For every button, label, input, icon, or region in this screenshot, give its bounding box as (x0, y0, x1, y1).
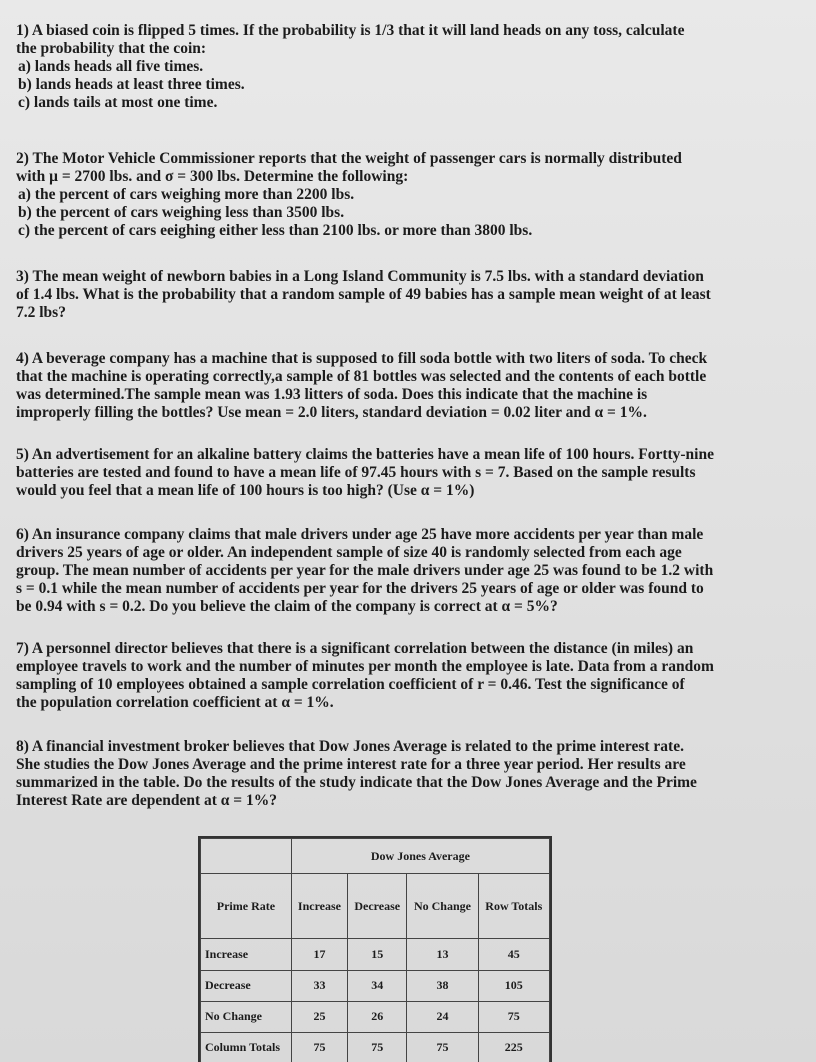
table-row (201, 1001, 550, 1032)
table-cell: 13 (407, 939, 478, 970)
problem-line: 1) A biased coin is flipped 5 times. If the probability is 1/3 that it will land heads on any toss, calculate (16, 22, 685, 39)
problem-line: 3) The mean weight of newborn babies in a Long Island Community is 7.5 lbs. with a standard deviation (16, 268, 704, 285)
table-cell: 75 (407, 1032, 478, 1062)
problem-line: Interest Rate are dependent at α = 1%? (16, 792, 278, 809)
table-cell: 33 (291, 970, 347, 1001)
table-corner-blank (201, 839, 292, 874)
table-cell: 26 (348, 1001, 407, 1032)
problem-line: with μ = 2700 lbs. and σ = 300 lbs. Determine the following: (16, 168, 409, 185)
problem-subpart: b) lands heads at least three times. (18, 76, 245, 93)
problem-subpart: c) the percent of cars eeighing either less than 2100 lbs. or more than 3800 lbs. (18, 222, 533, 239)
problem-subpart: a) the percent of cars weighing more than 2200 lbs. (18, 186, 355, 203)
table-cell: 25 (291, 1001, 347, 1032)
table-cell: 24 (407, 1001, 478, 1032)
problem-line: drivers 25 years of age or older. An independent sample of size 40 is randomly selected from each age (16, 544, 682, 561)
table-column-header: Decrease (348, 874, 407, 939)
problem-line: 4) A beverage company has a machine that is supposed to fill soda bottle with two liters of soda. To check (16, 350, 708, 367)
problem-7 (16, 640, 786, 712)
problem-line: 8) A financial investment broker believes that Dow Jones Average is related to the prime interest rate. (16, 738, 684, 755)
problem-line: the probability that the coin: (16, 40, 207, 57)
problem-3 (16, 268, 786, 322)
table-cell: 75 (291, 1032, 347, 1062)
problem-line: sampling of 10 employees obtained a sample correlation coefficient of r = 0.46. Test the significance of (16, 676, 685, 693)
table-column-header: No Change (407, 874, 478, 939)
problem-line: group. The mean number of accidents per year for the male drivers under age 25 was found to be 1.2 with (16, 562, 714, 579)
problem-line: 5) An advertisement for an alkaline battery claims the batteries have a mean life of 100 hours. Fortty-nine (16, 446, 714, 463)
problem-line: that the machine is operating correctly,a sample of 81 bottles was selected and the contents of each bottle (16, 368, 707, 385)
problem-line: summarized in the table. Do the results of the study indicate that the Dow Jones Average and the Prime (16, 774, 697, 791)
problem-line: 7) A personnel director believes that there is a significant correlation between the distance (in miles) an (16, 640, 694, 657)
problem-subpart: c) lands tails at most one time. (18, 94, 218, 111)
table-row (201, 939, 550, 970)
table-cell: 75 (348, 1032, 407, 1062)
problem-line: She studies the Dow Jones Average and the prime interest rate for a three year period. Her results are (16, 756, 686, 773)
table-corner-label: Prime Rate (201, 874, 292, 939)
table-cell: 105 (478, 970, 549, 1001)
table-caption: Dow Jones Average (291, 839, 549, 874)
table-row-label: Increase (201, 939, 292, 970)
problem-2 (16, 150, 786, 240)
problem-line: of 1.4 lbs. What is the probability that a random sample of 49 babies has a sample mean weight of at least (16, 286, 711, 303)
problem-8 (16, 738, 786, 810)
problem-subpart: a) lands heads all five times. (18, 58, 204, 75)
table-row-label: No Change (201, 1001, 292, 1032)
table-cell: 17 (291, 939, 347, 970)
problem-subpart: b) the percent of cars weighing less than 3500 lbs. (18, 204, 345, 221)
table-cell: 75 (478, 1001, 549, 1032)
problem-4 (16, 350, 786, 422)
table-row (201, 970, 550, 1001)
table-cell: 45 (478, 939, 549, 970)
problem-line: 6) An insurance company claims that male drivers under age 25 have more accidents per year than male (16, 526, 704, 543)
table-cell: 38 (407, 970, 478, 1001)
table-row (201, 1032, 550, 1062)
table-cell: 15 (348, 939, 407, 970)
problem-line: batteries are tested and found to have a mean life of 97.45 hours with s = 7. Based on the sample results (16, 464, 696, 481)
problem-6 (16, 526, 786, 616)
contingency-table (198, 836, 552, 1062)
table-column-header: Row Totals (478, 874, 549, 939)
table-cell: 34 (348, 970, 407, 1001)
problem-line: was determined.The sample mean was 1.93 litters of soda. Does this indicate that the machine is (16, 386, 648, 403)
problem-1 (16, 22, 786, 112)
table-row-label: Decrease (201, 970, 292, 1001)
problem-line: the population correlation coefficient at α = 1%. (16, 694, 334, 711)
problem-line: employee travels to work and the number of minutes per month the employee is late. Data from a random (16, 658, 714, 675)
problem-5 (16, 446, 786, 500)
problem-line: be 0.94 with s = 0.2. Do you believe the claim of the company is correct at α = 5%? (16, 598, 558, 615)
table-row-label: Column Totals (201, 1032, 292, 1062)
problem-line: 7.2 lbs? (16, 304, 66, 321)
table-column-header: Increase (291, 874, 347, 939)
problem-line: improperly filling the bottles? Use mean = 2.0 liters, standard deviation = 0.02 liter and α = 1%. (16, 404, 647, 421)
problem-line: s = 0.1 while the mean number of accidents per year for the drivers 25 years of age or older was found to (16, 580, 704, 597)
table-cell: 225 (478, 1032, 549, 1062)
problem-line: would you feel that a mean life of 100 hours is too high? (Use α = 1%) (16, 482, 475, 499)
problem-line: 2) The Motor Vehicle Commissioner reports that the weight of passenger cars is normally distributed (16, 150, 682, 167)
